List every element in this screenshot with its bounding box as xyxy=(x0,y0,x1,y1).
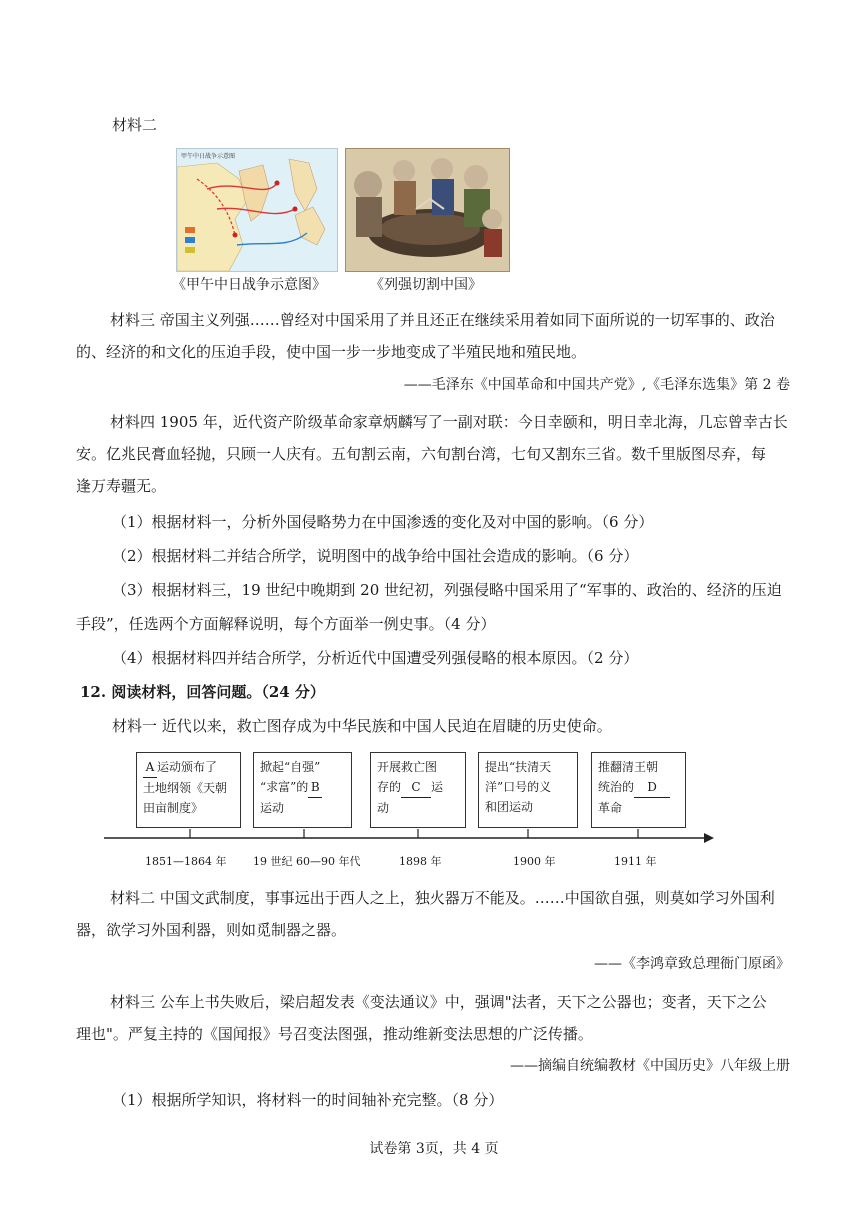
material4-line-1: 材料四 1905 年，近代资产阶级革命家章炳麟写了一副对联：今日幸颐和，明日幸北海，几忘曾幸古长 xyxy=(110,413,788,431)
timeline-date-1: 1851—1864 年 xyxy=(145,855,227,868)
q12-material2-paragraph xyxy=(76,882,792,946)
material3-source: ——毛泽东《中国革命和中国共产党》,《毛泽东选集》第 2 卷 xyxy=(403,377,790,393)
timeline-date-2: 19 世纪 60—90 年代 xyxy=(253,855,361,868)
cartoon-caption: 《列强切割中国》 xyxy=(370,277,482,293)
blank-c[interactable]: C xyxy=(401,777,431,798)
timeline-box-2-line-3: 运动 xyxy=(260,801,285,815)
timeline-box-5-line-1: 推翻清王朝 xyxy=(598,760,659,774)
timeline-box-4-line-1: 提出“扶清天 xyxy=(485,760,552,774)
timeline-box-2-line-1: 掀起“自强” xyxy=(260,760,321,774)
timeline-box-3-line-2 xyxy=(377,777,459,798)
q12-material3-source: ——摘编自统编教材《中国历史》八年级上册 xyxy=(510,1058,790,1074)
map-inner-title: 甲午中日战争示意图 xyxy=(181,153,236,160)
material3-paragraph xyxy=(76,304,792,368)
question12-1: （1）根据所学知识，将材料一的时间轴补充完整。（8 分） xyxy=(112,1091,504,1109)
timeline-box-3 xyxy=(370,752,466,828)
timeline-box-1-line-3: 田亩制度》 xyxy=(143,801,204,815)
timeline-box-3-text-post: 运 xyxy=(431,780,444,794)
q12-material2-line-2: 器，欲学习外国利器，则如觅制器之器。 xyxy=(76,921,347,939)
timeline-box-4-line-2: 洋”口号的义 xyxy=(485,780,552,794)
map-caption: 《甲午中日战争示意图》 xyxy=(172,277,326,293)
timeline-box-4 xyxy=(478,752,578,828)
timeline-box-3-line-1: 开展救亡图 xyxy=(377,760,438,774)
material3-line-2: 的、经济的和文化的压迫手段，使中国一步一步地变成了半殖民地和殖民地。 xyxy=(76,343,587,361)
timeline-date-4: 1900 年 xyxy=(513,855,556,868)
blank-a[interactable]: A xyxy=(143,757,157,778)
material4-line-3: 逢万寿疆无。 xyxy=(76,477,167,495)
question12-title: 12. 阅读材料，回答问题。（24 分） xyxy=(80,683,325,701)
timeline-axis xyxy=(100,826,720,850)
timeline-box-1-line-1 xyxy=(143,757,234,778)
blank-b[interactable]: B xyxy=(308,777,322,798)
q12-material3-line-2: 理也"。严复主持的《国闻报》号召变法图强，推动维新变法思想的广泛传播。 xyxy=(76,1025,593,1043)
timeline-box-3-line-3: 动 xyxy=(377,801,390,815)
timeline-box-2 xyxy=(253,752,352,828)
question11-3-cont: 手段”，任选两个方面解释说明，每个方面举一例史事。（4 分） xyxy=(76,615,496,633)
q12-material3-paragraph xyxy=(76,986,792,1050)
question11-2: （2）根据材料二并结合所学，说明图中的战争给中国社会造成的影响。（6 分） xyxy=(112,547,639,565)
material3-line-1: 材料三 帝国主义列强……曾经对中国采用了并且还正在继续采用着如同下面所说的一切军事的、政治 xyxy=(110,311,775,329)
timeline-box-1-text: 运动颁布了 xyxy=(157,760,218,774)
q12-material2-source: ——《李鸿章致总理衙门原函》 xyxy=(594,956,790,972)
sino-japanese-war-map-image xyxy=(176,148,338,272)
timeline-box-4-line-3: 和团运动 xyxy=(485,800,534,814)
material2-heading: 材料二 xyxy=(112,116,158,134)
material4-paragraph xyxy=(76,406,792,502)
powers-carving-china-cartoon-image xyxy=(345,148,510,272)
timeline-box-5-text: 统治的 xyxy=(598,780,635,794)
timeline-box-5-line-3: 革命 xyxy=(598,801,623,815)
question11-4: （4）根据材料四并结合所学，分析近代中国遭受列强侵略的根本原因。（2 分） xyxy=(112,649,639,667)
timeline-box-2-line-2 xyxy=(260,777,345,798)
q12-material2-line-1: 材料二 中国文武制度，事事远出于西人之上，独火器万不能及。……中国欲自强，则莫如学习外国利 xyxy=(110,889,775,907)
timeline-box-1 xyxy=(136,752,241,828)
q12-material3-line-1: 材料三 公车上书失败后，梁启超发表《变法通议》中，强调"法者，天下之公器也；变者，天下之公 xyxy=(110,993,767,1011)
timeline-box-5-line-2 xyxy=(598,777,679,798)
timeline-date-3: 1898 年 xyxy=(399,855,442,868)
timeline-box-5 xyxy=(591,752,686,828)
question11-1: （1）根据材料一，分析外国侵略势力在中国渗透的变化及对中国的影响。（6 分） xyxy=(112,513,654,531)
q12-material1: 材料一 近代以来，救亡图存成为中华民族和中国人民迫在眉睫的历史使命。 xyxy=(112,717,612,735)
question11-3: （3）根据材料三，19 世纪中晚期到 20 世纪初，列强侵略中国采用了“军事的、政治的、经济的压迫 xyxy=(112,581,782,599)
material4-line-2: 安。亿兆民膏血轻抛，只顾一人庆有。五旬割云南，六旬割台湾，七旬又割东三省。数千里版图尽弃，每 xyxy=(76,445,767,463)
timeline-box-1-line-2: 土地纲领《天朝 xyxy=(143,781,228,795)
page-footer: 试卷第 3页，共 4 页 xyxy=(369,1141,499,1157)
blank-d[interactable]: D xyxy=(634,777,670,798)
timeline-date-5: 1911 年 xyxy=(614,855,657,868)
timeline-box-2-text: “求富”的 xyxy=(260,780,309,794)
timeline-box-3-text: 存的 xyxy=(377,780,402,794)
